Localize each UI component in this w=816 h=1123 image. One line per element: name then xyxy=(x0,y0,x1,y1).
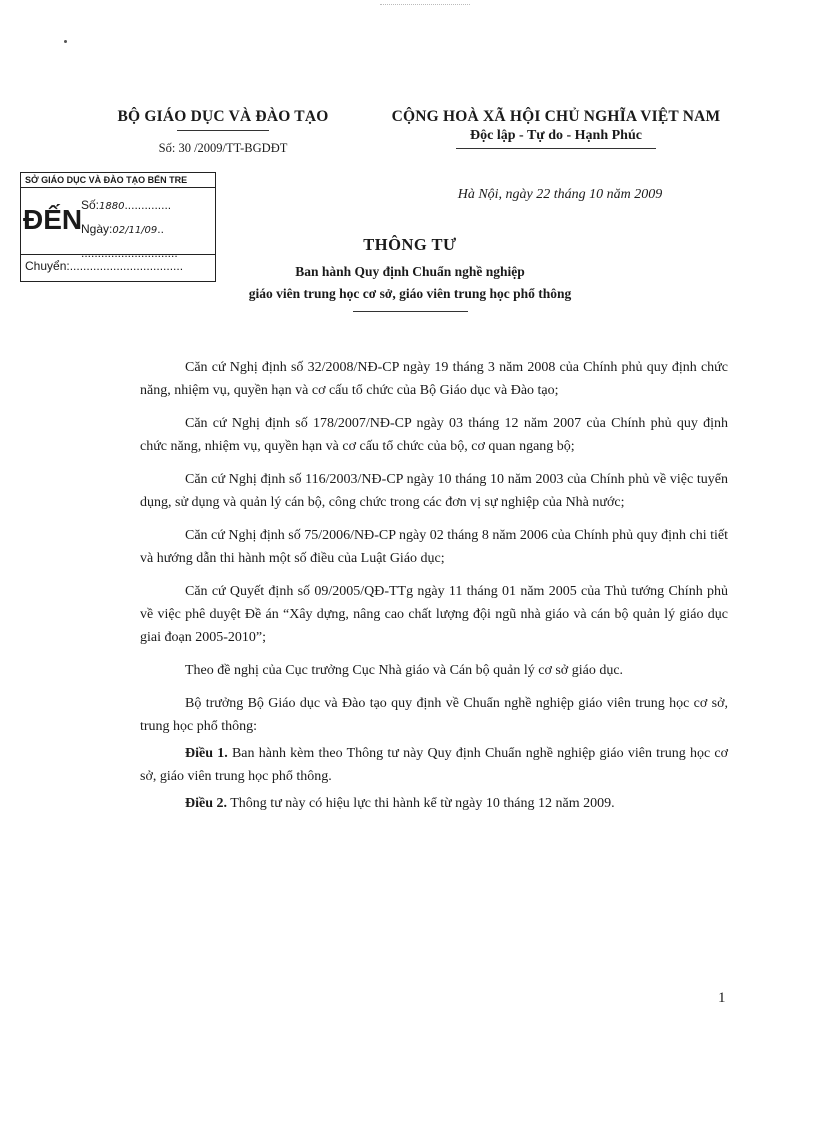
document-body xyxy=(140,356,728,819)
national-motto: Độc lập - Tự do - Hạnh Phúc xyxy=(470,128,642,143)
ministry-underline xyxy=(177,130,269,131)
stamp-dots: .. xyxy=(157,222,164,236)
paragraph-legal-basis-3: Căn cứ Nghị định số 116/2003/NĐ-CP ngày 10 tháng 10 năm 2003 của Chính phủ về việc tuyển dụng, sử dụng và quản lý cán bộ, công chức trong các đơn vị sự nghiệp của Nhà nước; xyxy=(140,472,728,510)
receipt-stamp xyxy=(20,172,216,282)
stamp-so-value: 1880 xyxy=(99,201,125,212)
header-country-block xyxy=(366,108,746,149)
motto-underline xyxy=(456,148,656,149)
ministry-name: BỘ GIÁO DỤC VÀ ĐÀO TẠO xyxy=(117,108,329,125)
article-1-label: Điều 1. xyxy=(185,746,228,761)
subtitle-line-1: Ban hành Quy định Chuẩn nghề nghiệp xyxy=(295,264,525,279)
paragraph-legal-basis-5: Căn cứ Quyết định số 09/2005/QĐ-TTg ngày 11 tháng 01 năm 2005 của Thủ tướng Chính phủ về việc phê duyệt Đề án “Xây dựng, nâng cao chất lượng đội ngũ nhà giáo và cán bộ quản lý giáo dục giai đoạn 2005-2010”; xyxy=(140,584,728,645)
page-number: 1 xyxy=(718,990,726,1006)
stamp-ngay-value: 02/11/09 xyxy=(112,225,158,236)
article-2-label: Điều 2. xyxy=(185,796,227,811)
stamp-ngay-label: Ngày: xyxy=(81,222,113,236)
paragraph-legal-basis-1: Căn cứ Nghị định số 32/2008/NĐ-CP ngày 19 tháng 3 năm 2008 của Chính phủ quy định chức năng, nhiệm vụ, quyền hạn và cơ cấu tổ chức của Bộ Giáo dục và Đào tạo; xyxy=(140,360,728,398)
stamp-blank-line: ............................. xyxy=(81,246,178,260)
title-underline xyxy=(353,311,468,312)
stamp-dots: .............. xyxy=(124,198,172,212)
article-1-text: Ban hành kèm theo Thông tư này Quy định Chuẩn nghề nghiệp giáo viên trung học cơ sở, giáo viên trung học phổ thông. xyxy=(140,746,729,784)
paragraph-legal-basis-4: Căn cứ Nghị định số 75/2006/NĐ-CP ngày 02 tháng 8 năm 2006 của Chính phủ quy định chi tiết và hướng dẫn thi hành một số điều của Luật Giáo dục; xyxy=(140,528,728,566)
scan-speck xyxy=(64,40,67,43)
article-2-text: Thông tư này có hiệu lực thi hành kể từ ngày 10 tháng 12 năm 2009. xyxy=(227,796,615,811)
stamp-body xyxy=(21,188,215,260)
paragraph-minister: Bộ trưởng Bộ Giáo dục và Đào tạo quy định về Chuẩn nghề nghiệp giáo viên trung học cơ sở, trung học phổ thông: xyxy=(140,696,728,734)
stamp-ngay-line xyxy=(81,218,178,242)
document-subtitle xyxy=(200,261,620,305)
stamp-so-line xyxy=(81,194,178,218)
stamp-so-label: Số: xyxy=(81,198,100,212)
stamp-dots: .................................. xyxy=(69,259,184,273)
article-2 xyxy=(140,792,728,815)
subtitle-line-2: giáo viên trung học cơ sở, giáo viên trung học phổ thông xyxy=(248,286,572,301)
article-1 xyxy=(140,742,728,788)
document-number: Số: 30 /2009/TT-BGDĐT xyxy=(158,141,288,155)
scan-mark-top xyxy=(380,4,470,6)
stamp-office: SỞ GIÁO DỤC VÀ ĐÀO TẠO BẾN TRE xyxy=(21,173,215,188)
paragraph-legal-basis-2: Căn cứ Nghị định số 178/2007/NĐ-CP ngày 03 tháng 12 năm 2007 của Chính phủ quy định chức năng, nhiệm vụ, quyền hạn và cơ cấu tổ chức của bộ, cơ quan ngang bộ; xyxy=(140,416,728,454)
place-date: Hà Nội, ngày 22 tháng 10 năm 2009 xyxy=(457,187,663,202)
stamp-den-label: ĐẾN xyxy=(23,204,83,235)
stamp-chuyen-label: Chuyển: xyxy=(25,259,70,273)
country-name: CỘNG HOÀ XÃ HỘI CHỦ NGHĨA VIỆT NAM xyxy=(391,108,721,125)
header-ministry-block xyxy=(98,108,348,156)
stamp-lines xyxy=(81,194,178,264)
paragraph-proposal: Theo đề nghị của Cục trưởng Cục Nhà giáo và Cán bộ quản lý cơ sở giáo dục. xyxy=(185,663,624,678)
document-title: THÔNG TƯ xyxy=(363,235,457,254)
document-title-block xyxy=(200,235,620,312)
